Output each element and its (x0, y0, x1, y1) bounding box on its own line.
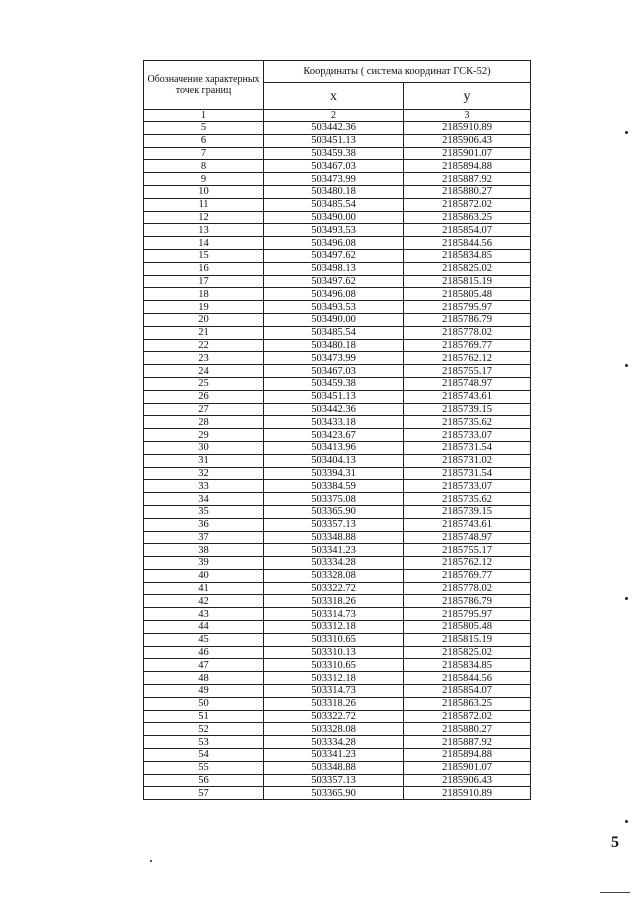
y-coordinate-cell: 2185731.54 (404, 467, 531, 480)
y-coordinate-cell: 2185755.17 (404, 544, 531, 557)
y-coordinate-cell: 2185854.07 (404, 224, 531, 237)
table-body (144, 122, 531, 800)
x-coordinate-cell: 503334.28 (264, 736, 404, 749)
y-coordinate-cell: 2185872.02 (404, 198, 531, 211)
x-coordinate-cell: 503348.88 (264, 531, 404, 544)
y-coordinate-cell: 2185731.54 (404, 441, 531, 454)
table-row (144, 761, 531, 774)
table-row (144, 134, 531, 147)
y-coordinate-cell: 2185825.02 (404, 646, 531, 659)
table-row (144, 736, 531, 749)
scan-speck (150, 860, 152, 862)
y-coordinate-cell: 2185910.89 (404, 122, 531, 135)
x-coordinate-cell: 503314.73 (264, 685, 404, 698)
point-number-cell: 22 (144, 339, 264, 352)
table-row (144, 646, 531, 659)
point-number-cell: 12 (144, 211, 264, 224)
y-coordinate-cell: 2185887.92 (404, 173, 531, 186)
scan-speck (625, 597, 628, 600)
point-number-cell: 25 (144, 377, 264, 390)
table-row (144, 569, 531, 582)
x-coordinate-cell: 503496.08 (264, 288, 404, 301)
table-row (144, 416, 531, 429)
table-row (144, 185, 531, 198)
point-number-cell: 45 (144, 633, 264, 646)
x-coordinate-cell: 503384.59 (264, 480, 404, 493)
x-coordinate-cell: 503348.88 (264, 761, 404, 774)
table-row (144, 582, 531, 595)
y-coordinate-cell: 2185805.48 (404, 288, 531, 301)
table-row (144, 787, 531, 800)
point-number-cell: 56 (144, 774, 264, 787)
table-row (144, 173, 531, 186)
point-number-cell: 26 (144, 390, 264, 403)
point-number-cell: 54 (144, 749, 264, 762)
y-coordinate-cell: 2185894.88 (404, 749, 531, 762)
y-coordinate-cell: 2185755.17 (404, 365, 531, 378)
x-coordinate-cell: 503423.67 (264, 429, 404, 442)
x-coordinate-cell: 503314.73 (264, 608, 404, 621)
x-coordinate-cell: 503459.38 (264, 147, 404, 160)
x-coordinate-cell: 503365.90 (264, 505, 404, 518)
scan-mark (600, 892, 630, 893)
point-number-cell: 29 (144, 429, 264, 442)
header-y: y (404, 83, 531, 110)
y-coordinate-cell: 2185743.61 (404, 390, 531, 403)
x-coordinate-cell: 503375.08 (264, 493, 404, 506)
x-coordinate-cell: 503459.38 (264, 377, 404, 390)
point-number-cell: 8 (144, 160, 264, 173)
column-number-1: 1 (144, 110, 264, 122)
point-number-cell: 24 (144, 365, 264, 378)
point-number-cell: 41 (144, 582, 264, 595)
table-row (144, 480, 531, 493)
coordinates-table (143, 60, 531, 800)
point-number-cell: 50 (144, 697, 264, 710)
y-coordinate-cell: 2185778.02 (404, 326, 531, 339)
y-coordinate-cell: 2185769.77 (404, 569, 531, 582)
scan-speck (625, 364, 628, 367)
table-row (144, 531, 531, 544)
x-coordinate-cell: 503442.36 (264, 122, 404, 135)
point-number-cell: 23 (144, 352, 264, 365)
table-row (144, 454, 531, 467)
table-row (144, 160, 531, 173)
x-coordinate-cell: 503312.18 (264, 672, 404, 685)
table-row (144, 595, 531, 608)
table-row (144, 365, 531, 378)
y-coordinate-cell: 2185731.02 (404, 454, 531, 467)
y-coordinate-cell: 2185733.07 (404, 480, 531, 493)
table-row (144, 697, 531, 710)
point-number-cell: 42 (144, 595, 264, 608)
table-row (144, 429, 531, 442)
y-coordinate-cell: 2185733.07 (404, 429, 531, 442)
x-coordinate-cell: 503496.08 (264, 237, 404, 250)
table-row (144, 313, 531, 326)
table-row (144, 659, 531, 672)
y-coordinate-cell: 2185863.25 (404, 697, 531, 710)
table-row (144, 249, 531, 262)
x-coordinate-cell: 503442.36 (264, 403, 404, 416)
x-coordinate-cell: 503490.00 (264, 313, 404, 326)
table-row (144, 288, 531, 301)
point-number-cell: 47 (144, 659, 264, 672)
y-coordinate-cell: 2185786.79 (404, 595, 531, 608)
column-number-2: 2 (264, 110, 404, 122)
point-number-cell: 9 (144, 173, 264, 186)
point-number-cell: 53 (144, 736, 264, 749)
x-coordinate-cell: 503451.13 (264, 390, 404, 403)
point-number-cell: 28 (144, 416, 264, 429)
y-coordinate-cell: 2185906.43 (404, 134, 531, 147)
table-row (144, 544, 531, 557)
y-coordinate-cell: 2185815.19 (404, 275, 531, 288)
y-coordinate-cell: 2185762.12 (404, 352, 531, 365)
table-row (144, 774, 531, 787)
scan-speck (625, 131, 628, 134)
point-number-cell: 48 (144, 672, 264, 685)
x-coordinate-cell: 503485.54 (264, 198, 404, 211)
x-coordinate-cell: 503318.26 (264, 595, 404, 608)
point-number-cell: 44 (144, 621, 264, 634)
table-row (144, 723, 531, 736)
y-coordinate-cell: 2185825.02 (404, 262, 531, 275)
x-coordinate-cell: 503480.18 (264, 339, 404, 352)
table-row (144, 672, 531, 685)
header-coordinates-group: Координаты ( система координат ГСК-52) (264, 61, 531, 83)
point-number-cell: 36 (144, 518, 264, 531)
table-row (144, 710, 531, 723)
table-row (144, 685, 531, 698)
x-coordinate-cell: 503498.13 (264, 262, 404, 275)
x-coordinate-cell: 503318.26 (264, 697, 404, 710)
table-row (144, 377, 531, 390)
x-coordinate-cell: 503413.96 (264, 441, 404, 454)
x-coordinate-cell: 503341.23 (264, 749, 404, 762)
table-row (144, 518, 531, 531)
table-row (144, 122, 531, 135)
x-coordinate-cell: 503334.28 (264, 557, 404, 570)
point-number-cell: 43 (144, 608, 264, 621)
point-number-cell: 19 (144, 301, 264, 314)
x-coordinate-cell: 503310.65 (264, 659, 404, 672)
y-coordinate-cell: 2185844.56 (404, 672, 531, 685)
x-coordinate-cell: 503467.03 (264, 160, 404, 173)
y-coordinate-cell: 2185901.07 (404, 761, 531, 774)
x-coordinate-cell: 503322.72 (264, 582, 404, 595)
y-coordinate-cell: 2185743.61 (404, 518, 531, 531)
table-row (144, 557, 531, 570)
table-row (144, 339, 531, 352)
point-number-cell: 31 (144, 454, 264, 467)
x-coordinate-cell: 503467.03 (264, 365, 404, 378)
point-number-cell: 55 (144, 761, 264, 774)
table-row (144, 198, 531, 211)
x-coordinate-cell: 503451.13 (264, 134, 404, 147)
y-coordinate-cell: 2185735.62 (404, 416, 531, 429)
y-coordinate-cell: 2185786.79 (404, 313, 531, 326)
x-coordinate-cell: 503493.53 (264, 224, 404, 237)
x-coordinate-cell: 503328.08 (264, 723, 404, 736)
y-coordinate-cell: 2185748.97 (404, 377, 531, 390)
y-coordinate-cell: 2185844.56 (404, 237, 531, 250)
y-coordinate-cell: 2185769.77 (404, 339, 531, 352)
table-row (144, 441, 531, 454)
point-number-cell: 15 (144, 249, 264, 262)
x-coordinate-cell: 503310.65 (264, 633, 404, 646)
point-number-cell: 46 (144, 646, 264, 659)
y-coordinate-cell: 2185880.27 (404, 185, 531, 198)
x-coordinate-cell: 503497.62 (264, 249, 404, 262)
y-coordinate-cell: 2185906.43 (404, 774, 531, 787)
table-row (144, 301, 531, 314)
table-header (144, 61, 531, 122)
point-number-cell: 34 (144, 493, 264, 506)
point-number-cell: 21 (144, 326, 264, 339)
y-coordinate-cell: 2185805.48 (404, 621, 531, 634)
y-coordinate-cell: 2185834.85 (404, 659, 531, 672)
table-row (144, 224, 531, 237)
table-row (144, 467, 531, 480)
header-point-designation: Обозначение характерных точек границ (144, 61, 264, 110)
column-number-3: 3 (404, 110, 531, 122)
y-coordinate-cell: 2185735.62 (404, 493, 531, 506)
table-row (144, 211, 531, 224)
page-number: 5 (611, 834, 619, 851)
point-number-cell: 32 (144, 467, 264, 480)
table-row (144, 608, 531, 621)
point-number-cell: 37 (144, 531, 264, 544)
x-coordinate-cell: 503404.13 (264, 454, 404, 467)
point-number-cell: 57 (144, 787, 264, 800)
y-coordinate-cell: 2185863.25 (404, 211, 531, 224)
point-number-cell: 13 (144, 224, 264, 237)
x-coordinate-cell: 503490.00 (264, 211, 404, 224)
point-number-cell: 11 (144, 198, 264, 211)
point-number-cell: 52 (144, 723, 264, 736)
x-coordinate-cell: 503497.62 (264, 275, 404, 288)
point-number-cell: 20 (144, 313, 264, 326)
y-coordinate-cell: 2185762.12 (404, 557, 531, 570)
table-row (144, 505, 531, 518)
x-coordinate-cell: 503365.90 (264, 787, 404, 800)
y-coordinate-cell: 2185901.07 (404, 147, 531, 160)
x-coordinate-cell: 503473.99 (264, 352, 404, 365)
table-row (144, 147, 531, 160)
point-number-cell: 16 (144, 262, 264, 275)
point-number-cell: 10 (144, 185, 264, 198)
table-row (144, 749, 531, 762)
point-number-cell: 18 (144, 288, 264, 301)
y-coordinate-cell: 2185880.27 (404, 723, 531, 736)
point-number-cell: 17 (144, 275, 264, 288)
table-row (144, 390, 531, 403)
x-coordinate-cell: 503322.72 (264, 710, 404, 723)
table-row (144, 493, 531, 506)
table-row (144, 326, 531, 339)
point-number-cell: 49 (144, 685, 264, 698)
point-number-cell: 38 (144, 544, 264, 557)
header-x: x (264, 83, 404, 110)
y-coordinate-cell: 2185739.15 (404, 403, 531, 416)
x-coordinate-cell: 503328.08 (264, 569, 404, 582)
point-number-cell: 35 (144, 505, 264, 518)
y-coordinate-cell: 2185872.02 (404, 710, 531, 723)
x-coordinate-cell: 503394.31 (264, 467, 404, 480)
table-row (144, 237, 531, 250)
point-number-cell: 7 (144, 147, 264, 160)
x-coordinate-cell: 503310.13 (264, 646, 404, 659)
point-number-cell: 6 (144, 134, 264, 147)
x-coordinate-cell: 503357.13 (264, 774, 404, 787)
scan-speck (625, 820, 628, 823)
point-number-cell: 39 (144, 557, 264, 570)
y-coordinate-cell: 2185795.97 (404, 608, 531, 621)
point-number-cell: 14 (144, 237, 264, 250)
x-coordinate-cell: 503312.18 (264, 621, 404, 634)
y-coordinate-cell: 2185887.92 (404, 736, 531, 749)
y-coordinate-cell: 2185795.97 (404, 301, 531, 314)
y-coordinate-cell: 2185834.85 (404, 249, 531, 262)
x-coordinate-cell: 503480.18 (264, 185, 404, 198)
table-row (144, 403, 531, 416)
x-coordinate-cell: 503433.18 (264, 416, 404, 429)
y-coordinate-cell: 2185854.07 (404, 685, 531, 698)
y-coordinate-cell: 2185739.15 (404, 505, 531, 518)
table-row (144, 352, 531, 365)
y-coordinate-cell: 2185778.02 (404, 582, 531, 595)
point-number-cell: 51 (144, 710, 264, 723)
point-number-cell: 30 (144, 441, 264, 454)
x-coordinate-cell: 503341.23 (264, 544, 404, 557)
table-row (144, 275, 531, 288)
y-coordinate-cell: 2185748.97 (404, 531, 531, 544)
x-coordinate-cell: 503485.54 (264, 326, 404, 339)
y-coordinate-cell: 2185910.89 (404, 787, 531, 800)
y-coordinate-cell: 2185815.19 (404, 633, 531, 646)
y-coordinate-cell: 2185894.88 (404, 160, 531, 173)
x-coordinate-cell: 503357.13 (264, 518, 404, 531)
point-number-cell: 40 (144, 569, 264, 582)
x-coordinate-cell: 503493.53 (264, 301, 404, 314)
point-number-cell: 33 (144, 480, 264, 493)
point-number-cell: 5 (144, 122, 264, 135)
table-row (144, 633, 531, 646)
table-row (144, 262, 531, 275)
point-number-cell: 27 (144, 403, 264, 416)
table-row (144, 621, 531, 634)
x-coordinate-cell: 503473.99 (264, 173, 404, 186)
